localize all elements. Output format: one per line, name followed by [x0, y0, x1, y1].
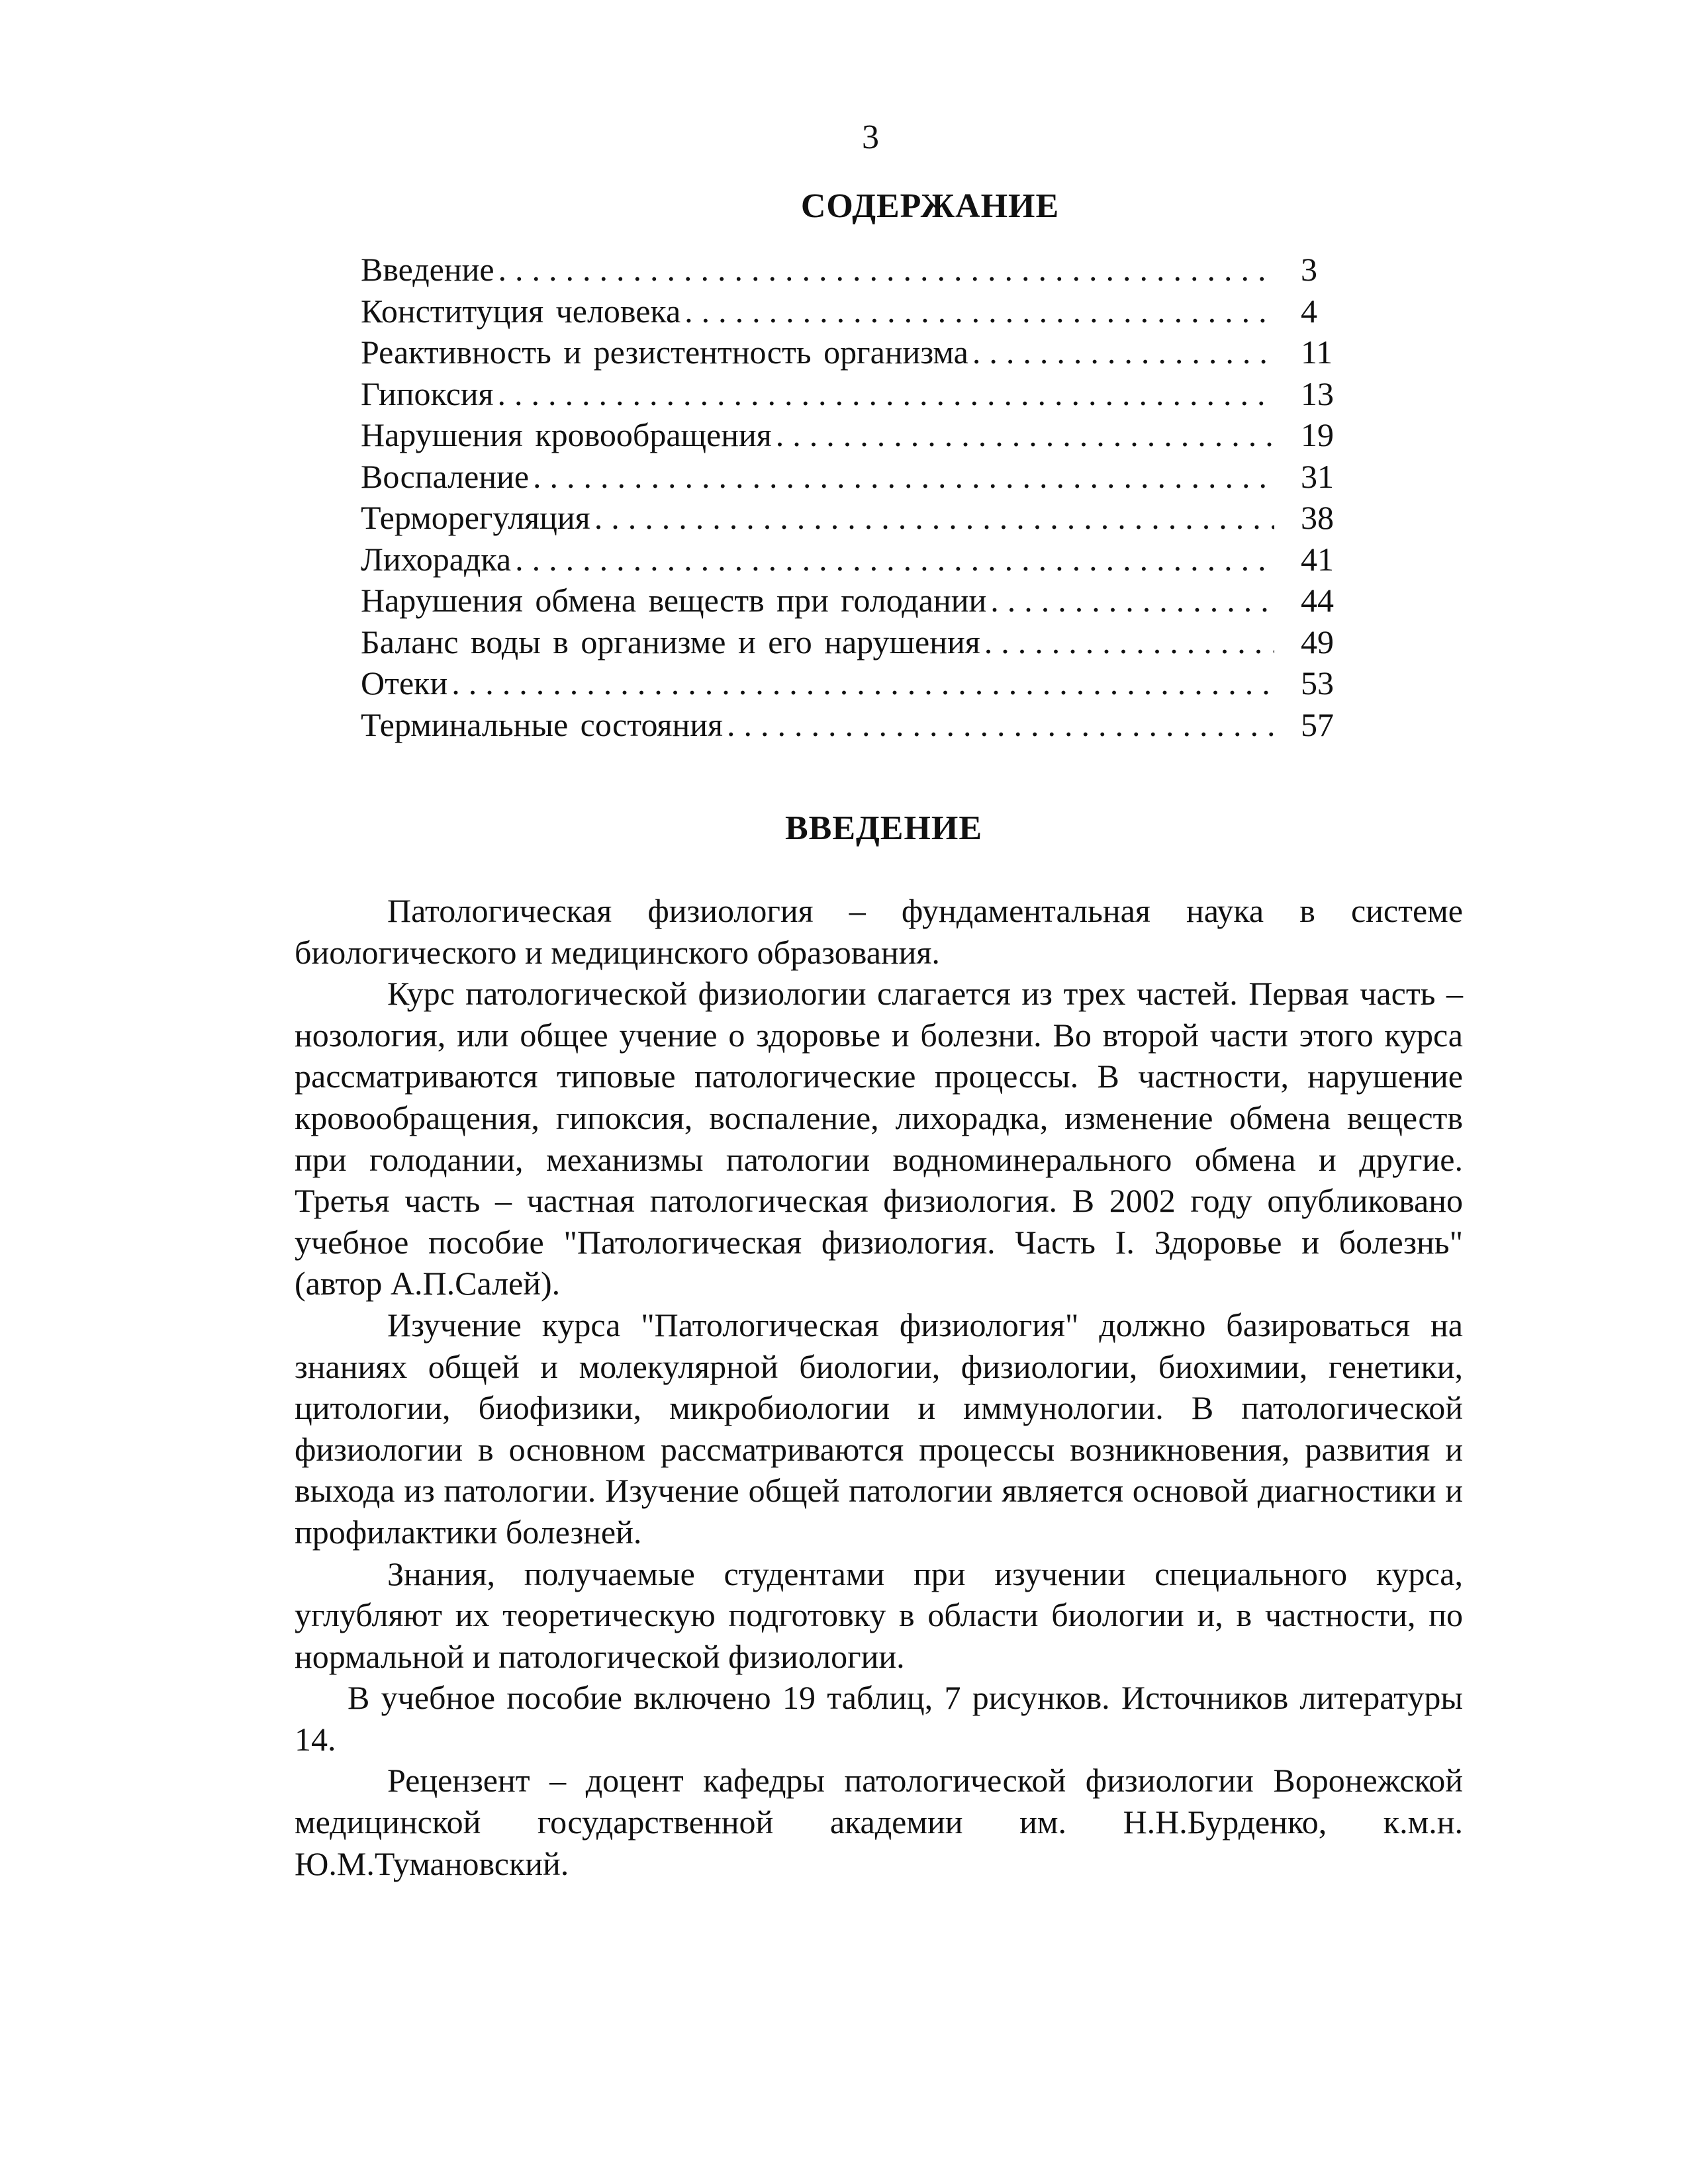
toc-leader-dots — [529, 456, 1274, 497]
intro-paragraph: Изучение курса "Патологическая физиология" должно базироваться на знаниях общей и молекулярной биологии, физиологии, биохимии, генетики, цитологии, биофизики, микробиологии и иммунологии. В патологической физиологии в основном рассматриваются процессы возникновения, развития и выхода из патологии. Изучение общей патологии является основой диагностики и профилактики болезней. — [295, 1306, 1463, 1551]
toc-entry — [361, 249, 1347, 291]
toc-entry-label: Введение — [361, 251, 494, 288]
toc-leader-dots — [772, 414, 1274, 455]
toc-entry-page: 41 — [1301, 540, 1334, 578]
toc-entry-page: 31 — [1301, 457, 1334, 495]
intro-paragraph: Патологическая физиология – фундаментальная наука в системе биологического и медицинского образования. — [295, 892, 1463, 971]
toc-entry-label: Терморегуляция — [361, 499, 590, 536]
toc-leader-dots — [968, 332, 1274, 373]
toc-entry — [361, 662, 1347, 704]
toc-leader-dots — [494, 249, 1274, 290]
intro-paragraph: Рецензент – доцент кафедры патологической физиологии Воронежской медицинской государственной академии им. Н.Н.Бурденко, к.м.н. Ю.М.Тумановский. — [295, 1762, 1463, 1882]
toc-entry — [361, 621, 1347, 663]
toc-entry-page: 44 — [1301, 582, 1334, 619]
toc-leader-dots — [986, 580, 1274, 621]
toc-entry-label: Отеки — [361, 664, 448, 702]
intro-paragraph: Знания, получаемые студентами при изучении специального курса, углубляют их теоретическую подготовку в области биологии и, в частности, по нормальной и патологической физиологии. — [295, 1555, 1463, 1675]
toc-entry-label: Баланс воды в организме и его нарушения — [361, 623, 980, 660]
toc-entry-label: Воспаление — [361, 457, 530, 495]
toc-entry-label: Конституция человека — [361, 292, 681, 330]
table-of-contents — [361, 249, 1347, 745]
page-number: 3 — [862, 118, 879, 156]
toc-leader-dots — [494, 373, 1274, 414]
toc-entry-label: Нарушения кровообращения — [361, 416, 772, 453]
toc-entry-page: 3 — [1301, 251, 1317, 288]
toc-entry-label: Терминальные состояния — [361, 705, 724, 743]
toc-entry — [361, 580, 1347, 621]
toc-entry — [361, 704, 1347, 746]
toc-entry-label: Гипоксия — [361, 375, 494, 412]
toc-entry-page: 38 — [1301, 499, 1334, 536]
toc-entry-label: Нарушения обмена веществ при голодании — [361, 582, 987, 619]
toc-entry-page: 11 — [1301, 334, 1333, 371]
intro-paragraph: В учебное пособие включено 19 таблиц, 7 рисунков. Источников литературы 14. — [295, 1679, 1463, 1758]
toc-entry — [361, 414, 1347, 456]
toc-entry — [361, 497, 1347, 539]
toc-entry — [361, 291, 1347, 332]
toc-entry-label: Реактивность и резистентность организма — [361, 334, 968, 371]
toc-entry — [361, 332, 1347, 373]
introduction-title: ВВЕДЕНИЕ — [784, 809, 983, 847]
toc-leader-dots — [447, 662, 1274, 704]
toc-entry-page: 13 — [1301, 375, 1334, 412]
toc-entry-page: 53 — [1301, 664, 1334, 702]
toc-entry-page: 4 — [1301, 292, 1317, 330]
toc-entry-page: 49 — [1301, 623, 1334, 660]
toc-entry — [361, 373, 1347, 415]
toc-title: СОДЕРЖАНИЕ — [800, 187, 1060, 225]
toc-leader-dots — [680, 291, 1274, 332]
toc-entry-page: 19 — [1301, 416, 1334, 453]
toc-leader-dots — [511, 539, 1274, 580]
toc-entry — [361, 456, 1347, 498]
toc-leader-dots — [980, 621, 1274, 662]
toc-leader-dots — [723, 704, 1274, 745]
toc-entry-label: Лихорадка — [361, 540, 512, 578]
toc-entry-page: 57 — [1301, 705, 1334, 743]
toc-leader-dots — [590, 497, 1274, 538]
introduction-body — [295, 890, 1463, 1884]
intro-paragraph: Курс патологической физиологии слагается из трех частей. Первая часть – нозология, или общее учение о здоровье и болезни. Во второй части этого курса рассматриваются типовые патологические процессы. В частности, нарушение кровообращения, гипоксия, воспаление, лихорадка, изменение обмена веществ при голодании, механизмы патологии водноминерального обмена и другие. Третья часть – частная патологическая физиология. В 2002 году опубликовано учебное пособие "Патологическая физиология. Часть I. Здоровье и болезнь" (автор А.П.Салей). — [295, 975, 1463, 1302]
toc-entry — [361, 539, 1347, 580]
